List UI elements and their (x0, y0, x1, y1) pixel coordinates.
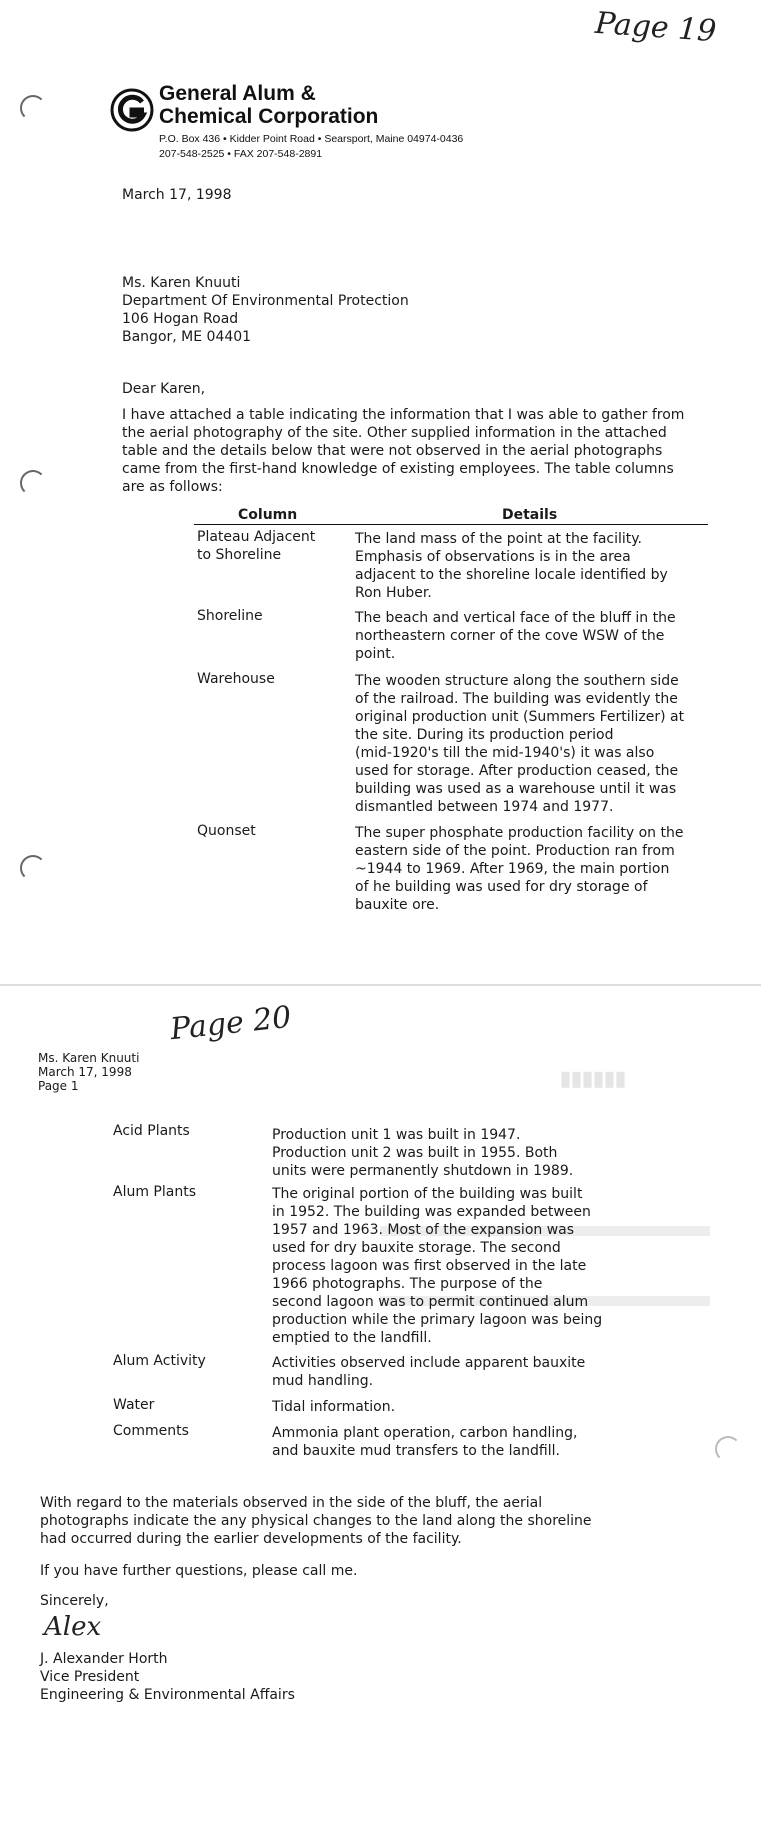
table-row-name (197, 528, 315, 564)
company-address: P.O. Box 436 • Kidder Point Road • Searsport, Maine 04974-0436 (159, 133, 464, 145)
header-line: Page 1 (38, 1079, 79, 1093)
recipient-line: 106 Hogan Road (122, 311, 239, 327)
row-detail (272, 1126, 573, 1180)
table-header-column: Column (238, 507, 298, 523)
detail-line: The beach and vertical face of the bluff in the (355, 610, 676, 626)
table-row-detail (355, 530, 668, 602)
detail-line: in 1952. The building was expanded between (272, 1204, 591, 1220)
closing-paragraph (40, 1494, 730, 1548)
detail-line: and bauxite mud transfers to the landfill. (272, 1443, 560, 1459)
row-name: Alum Activity (113, 1353, 206, 1369)
detail-line: Ron Huber. (355, 585, 432, 601)
signer-line: Engineering & Environmental Affairs (40, 1687, 295, 1703)
row-name: Comments (113, 1423, 189, 1439)
detail-line: Ammonia plant operation, carbon handling, (272, 1425, 578, 1441)
letter-date: March 17, 1998 (122, 187, 232, 203)
row-name: Acid Plants (113, 1123, 190, 1139)
detail-line: dismantled between 1974 and 1977. (355, 799, 614, 815)
paragraph-line: the aerial photography of the site. Other supplied information in the attached (122, 425, 667, 441)
detail-line: The original portion of the building was built (272, 1186, 583, 1202)
company-logo-icon (110, 88, 154, 132)
detail-line: of he building was used for dry storage of (355, 879, 648, 895)
row-name: Water (113, 1397, 155, 1413)
detail-line: of the railroad. The building was evidently the (355, 691, 678, 707)
row-name-line: Warehouse (197, 671, 275, 687)
detail-line: original production unit (Summers Fertilizer) at (355, 709, 685, 725)
row-detail (272, 1398, 395, 1416)
detail-line: emptied to the landfill. (272, 1330, 432, 1346)
detail-line: building was used as a warehouse until it was (355, 781, 677, 797)
table-row-name (197, 670, 275, 688)
binder-hole (20, 470, 46, 496)
recipient-line: Ms. Karen Knuuti (122, 275, 241, 291)
detail-line: used for dry bauxite storage. The second (272, 1240, 561, 1256)
paragraph-line: came from the first-hand knowledge of existing employees. The table columns (122, 461, 674, 477)
detail-line: ~1944 to 1969. After 1969, the main portion (355, 861, 670, 877)
row-name-line: to Shoreline (197, 547, 282, 563)
table-row-detail (355, 672, 684, 816)
signer-line: J. Alexander Horth (40, 1651, 168, 1667)
recipient-line: Department Of Environmental Protection (122, 293, 409, 309)
recipient-block (122, 274, 409, 346)
detail-line: used for storage. After production ceased, the (355, 763, 679, 779)
row-name-line: Plateau Adjacent (197, 529, 316, 545)
table-row-detail (355, 609, 676, 663)
table-row-detail (355, 824, 683, 914)
detail-line: Tidal information. (272, 1399, 396, 1415)
table-header-rule (194, 524, 708, 525)
row-name-line: Shoreline (197, 608, 263, 624)
paragraph-line: With regard to the materials observed in the side of the bluff, the aerial (40, 1495, 543, 1511)
detail-line: (mid-1920's till the mid-1940's) it was also (355, 745, 655, 761)
handwritten-page-number: Page 20 (168, 999, 293, 1048)
paragraph-line: photographs indicate the any physical changes to the land along the shoreline (40, 1513, 592, 1529)
salutation: Dear Karen, (122, 381, 206, 397)
signature: Alex (44, 1612, 102, 1642)
table-row-name (197, 822, 256, 840)
header-line: Ms. Karen Knuuti (38, 1051, 140, 1065)
detail-line: northeastern corner of the cove WSW of the (355, 628, 665, 644)
company-name-line2: Chemical Corporation (159, 105, 379, 128)
detail-line: units were permanently shutdown in 1989. (272, 1163, 574, 1179)
detail-line: production while the primary lagoon was being (272, 1312, 603, 1328)
page-header (38, 1051, 139, 1093)
table-row-name (197, 607, 263, 625)
handwritten-page-number: Page 19 (593, 5, 718, 50)
detail-line: second lagoon was to permit continued alum (272, 1294, 589, 1310)
followup-line: If you have further questions, please call me. (40, 1563, 358, 1579)
detail-line: process lagoon was first observed in the late (272, 1258, 587, 1274)
detail-line: adjacent to the shoreline locale identified by (355, 567, 668, 583)
row-detail (272, 1354, 585, 1390)
recipient-line: Bangor, ME 04401 (122, 329, 252, 345)
detail-line: bauxite ore. (355, 897, 440, 913)
paragraph-line: table and the details below that were not observed in the aerial photographs (122, 443, 663, 459)
detail-line: The super phosphate production facility on the (355, 825, 684, 841)
signer-block (40, 1650, 295, 1704)
detail-line: eastern side of the point. Production ran from (355, 843, 675, 859)
row-name: Alum Plants (113, 1184, 196, 1200)
bleed-through-mark: ▮▮▮▮▮▮ (560, 1068, 627, 1090)
row-detail (272, 1185, 602, 1347)
table-header-details: Details (502, 507, 558, 523)
detail-line: Activities observed include apparent bauxite (272, 1355, 586, 1371)
paragraph-line: are as follows: (122, 479, 223, 495)
detail-line: 1966 photographs. The purpose of the (272, 1276, 543, 1292)
signer-line: Vice President (40, 1669, 140, 1685)
paragraph-line: I have attached a table indicating the information that I was able to gather from (122, 407, 685, 423)
header-line: March 17, 1998 (38, 1065, 132, 1079)
detail-line: The land mass of the point at the facility. (355, 531, 642, 547)
binder-hole (20, 855, 46, 881)
detail-line: Emphasis of observations is in the area (355, 549, 631, 565)
letter-page-20 (0, 986, 761, 1838)
detail-line: 1957 and 1963. Most of the expansion was (272, 1222, 575, 1238)
signature-image (44, 1612, 101, 1642)
detail-line: The wooden structure along the southern side (355, 673, 679, 689)
company-name-line1: General Alum & (159, 82, 316, 105)
binder-hole (20, 95, 46, 121)
detail-line: the site. During its production period (355, 727, 614, 743)
company-phone: 207-548-2525 • FAX 207-548-2891 (159, 148, 323, 160)
binder-hole (715, 1436, 741, 1462)
detail-line: Production unit 1 was built in 1947. (272, 1127, 521, 1143)
detail-line: Production unit 2 was built in 1955. Both (272, 1145, 558, 1161)
detail-line: point. (355, 646, 396, 662)
intro-paragraph (122, 406, 722, 496)
detail-line: mud handling. (272, 1373, 374, 1389)
paragraph-line: had occurred during the earlier developments of the facility. (40, 1531, 462, 1547)
row-name-line: Quonset (197, 823, 256, 839)
row-detail (272, 1424, 578, 1460)
signoff: Sincerely, (40, 1593, 109, 1609)
